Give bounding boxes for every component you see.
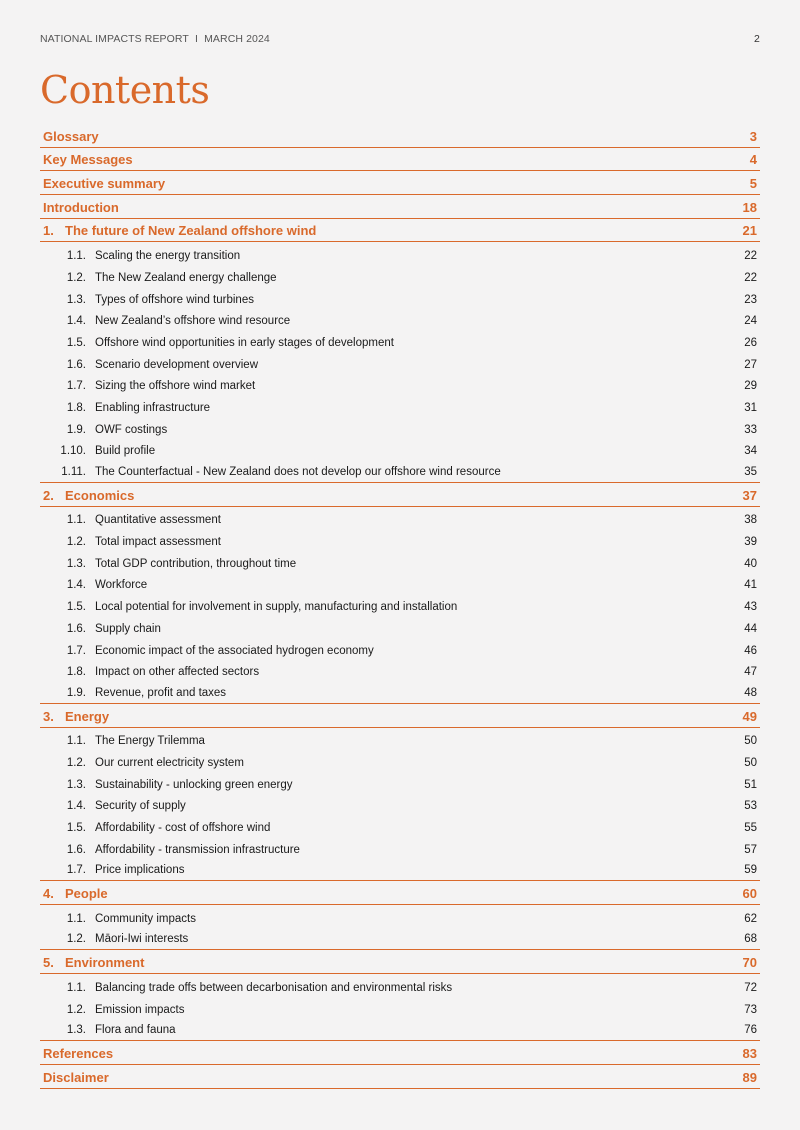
toc-subentry-page: 68 (744, 933, 757, 946)
toc-subentry-page: 50 (744, 756, 757, 769)
toc-subentry-label: Enabling infrastructure (95, 401, 211, 414)
toc-entry-label (43, 176, 165, 191)
toc-subentry-page: 33 (744, 423, 757, 436)
toc-subentry-label: Revenue, profit and taxes (95, 686, 227, 699)
toc-subentry-label: Offshore wind opportunities in early stages of development (95, 336, 394, 349)
toc-entry-number: 1. (43, 223, 54, 239)
toc-entry-page: 3 (749, 128, 757, 144)
toc-subentry-label: Price implications (95, 864, 185, 877)
toc-subentry-number: 1.3. (66, 1024, 86, 1037)
toc-entry-label (43, 488, 134, 503)
toc-entry[interactable] (40, 195, 760, 219)
toc-subentry-label: Types of offshore wind turbines (95, 293, 254, 306)
toc-entry-number: 5. (43, 955, 54, 971)
toc-entry-title: People (65, 886, 108, 902)
toc-subentry-page: 72 (744, 981, 757, 994)
toc-entry-title: Introduction (43, 199, 119, 215)
toc-subentry-number: 1.6. (66, 843, 86, 856)
toc-subentry[interactable] (40, 907, 760, 929)
toc-subentry-label: Our current electricity system (95, 756, 244, 769)
toc-subentry-page: 40 (744, 557, 757, 570)
toc-subentry-label: Community impacts (95, 912, 196, 925)
toc-subentry[interactable] (40, 751, 760, 773)
toc-entry-title: The future of New Zealand offshore wind (65, 223, 317, 239)
toc-subentry-label: The Counterfactual - New Zealand does not develop our offshore wind resource (95, 466, 501, 478)
toc-subentry-page: 73 (744, 1003, 757, 1016)
table-of-contents (40, 124, 760, 1089)
toc-subentry[interactable] (40, 682, 760, 704)
toc-subentry-number: 1.5. (66, 336, 86, 349)
toc-entry[interactable] (40, 219, 760, 243)
toc-subentry[interactable] (40, 773, 760, 795)
toc-subentry-number: 1.5. (66, 601, 86, 614)
toc-entry-number: 4. (43, 886, 54, 902)
toc-subentry-number: 1.2. (66, 1003, 86, 1016)
toc-subentry-label: Affordability - transmission infrastructure (95, 843, 300, 856)
toc-subentry[interactable] (40, 331, 760, 353)
toc-subentry[interactable] (40, 244, 760, 266)
toc-entry[interactable] (40, 148, 760, 172)
toc-subentry-label: Scenario development overview (95, 358, 259, 371)
toc-subentry-page: 34 (744, 445, 757, 458)
toc-entry-page: 83 (742, 1045, 757, 1061)
toc-subentry-number: 1.7. (66, 644, 86, 657)
toc-subentry-number: 1.7. (66, 864, 86, 877)
toc-entry-page: 70 (742, 955, 757, 971)
toc-subentry-label: Emission impacts (95, 1003, 185, 1016)
toc-subentry[interactable] (40, 661, 760, 683)
toc-subentry-label: The Energy Trilemma (95, 735, 205, 748)
toc-subentry-number: 1.1. (66, 981, 86, 994)
toc-subentry-label: New Zealand’s offshore wind resource (95, 315, 291, 328)
running-header (40, 33, 760, 47)
toc-subentry-label: Build profile (95, 445, 156, 458)
toc-subentry-number: 1.1. (66, 912, 86, 925)
toc-entry-page: 49 (742, 708, 757, 724)
toc-subentry-page: 26 (744, 336, 757, 349)
toc-subentry-label: Total GDP contribution, throughout time (95, 557, 297, 570)
toc-subentry-number: 1.3. (66, 557, 86, 570)
toc-subentry-label: Workforce (95, 579, 148, 592)
toc-subentry-number: 1.7. (66, 380, 86, 393)
toc-entry[interactable] (40, 483, 760, 507)
toc-entry[interactable] (40, 1065, 760, 1089)
toc-subentry[interactable] (40, 929, 760, 951)
report-date: MARCH 2024 (204, 33, 270, 45)
toc-entry-label (43, 1070, 109, 1085)
toc-subentry-label: Affordability - cost of offshore wind (95, 822, 271, 834)
toc-subentry[interactable] (40, 288, 760, 310)
toc-subentry[interactable] (40, 838, 760, 860)
toc-entry[interactable] (40, 124, 760, 148)
toc-subentry[interactable] (40, 795, 760, 817)
toc-subentry-page: 46 (744, 644, 757, 657)
toc-subentry-page: 35 (744, 466, 757, 478)
toc-subentry-number: 1.4. (66, 579, 86, 592)
toc-subentry[interactable] (40, 353, 760, 375)
toc-entry-page: 89 (742, 1069, 757, 1085)
toc-subentry-number: 1.9. (66, 686, 86, 699)
toc-subentry-page: 43 (744, 601, 757, 614)
toc-subentry-number: 1.5. (66, 822, 86, 834)
toc-subentry-number: 1.2. (66, 756, 86, 769)
toc-entry-label (43, 223, 316, 238)
toc-subentry[interactable] (40, 552, 760, 574)
toc-subentry-page: 31 (744, 401, 757, 414)
toc-entry-label (43, 709, 109, 724)
toc-entry-title: References (43, 1045, 114, 1061)
toc-subentry[interactable] (40, 617, 760, 639)
toc-subentry-page: 50 (744, 735, 757, 748)
toc-entry-number: 2. (43, 487, 54, 503)
toc-subentry-number: 1.3. (66, 293, 86, 306)
toc-subentry[interactable] (40, 509, 760, 531)
page-title: Contents (40, 68, 210, 112)
toc-entry-page: 21 (742, 223, 757, 239)
toc-subentry-page: 51 (744, 778, 757, 791)
toc-subentry[interactable] (40, 998, 760, 1020)
toc-entry-label (43, 886, 108, 901)
report-name: NATIONAL IMPACTS REPORT (40, 33, 189, 45)
toc-entry-label (43, 955, 144, 970)
toc-subentry[interactable] (40, 976, 760, 998)
toc-entry-page: 5 (749, 176, 757, 192)
toc-subentry-label: Sustainability - unlocking green energy (95, 778, 293, 791)
toc-subentry-page: 76 (744, 1024, 757, 1037)
toc-entry[interactable] (40, 1041, 760, 1065)
toc-subentry-label: Economic impact of the associated hydrogen economy (95, 644, 374, 657)
toc-subentry-number: 1.10. (60, 445, 86, 458)
toc-entry-title: Executive summary (43, 176, 166, 192)
toc-entry-label (43, 129, 99, 144)
toc-subentry-label: Scaling the energy transition (95, 250, 241, 263)
toc-subentry-number: 1.3. (66, 778, 86, 791)
toc-subentry-label: OWF costings (95, 423, 168, 436)
toc-subentry-number: 1.9. (66, 423, 86, 436)
toc-subentry[interactable] (40, 730, 760, 752)
toc-subentry-number: 1.11. (61, 466, 86, 478)
toc-subentry-label: Impact on other affected sectors (95, 666, 260, 679)
toc-entry-title: Glossary (43, 128, 99, 144)
toc-subentry[interactable] (40, 266, 760, 288)
toc-subentry-page: 38 (744, 514, 757, 527)
toc-subentry[interactable] (40, 375, 760, 397)
toc-subentry-page: 55 (744, 822, 757, 834)
toc-subentry[interactable] (40, 530, 760, 552)
toc-subentry[interactable] (40, 310, 760, 332)
toc-subentry-label: Security of supply (95, 800, 186, 813)
toc-entry-title: Key Messages (43, 152, 133, 168)
toc-subentry-page: 44 (744, 622, 757, 635)
toc-subentry[interactable] (40, 639, 760, 661)
toc-subentry-page: 29 (744, 380, 757, 393)
toc-subentry-number: 1.6. (66, 358, 86, 371)
toc-subentry-page: 41 (744, 579, 757, 592)
toc-entry[interactable] (40, 881, 760, 905)
toc-subentry-label: Sizing the offshore wind market (95, 380, 256, 393)
toc-subentry-number: 1.2. (66, 536, 86, 549)
toc-subentry[interactable] (40, 461, 760, 483)
toc-subentry[interactable] (40, 860, 760, 882)
toc-entry-page: 4 (749, 152, 757, 168)
toc-entry-title: Energy (65, 708, 110, 724)
toc-subentry-page: 53 (744, 800, 757, 813)
toc-subentry-page: 22 (744, 250, 757, 263)
toc-entry[interactable] (40, 171, 760, 195)
toc-subentry-label: Supply chain (95, 622, 161, 635)
page-number: 2 (754, 33, 760, 45)
toc-subentry-number: 1.4. (66, 800, 86, 813)
toc-subentry-page: 62 (744, 912, 757, 925)
toc-subentry-page: 48 (744, 686, 757, 699)
toc-subentry-number: 1.6. (66, 622, 86, 635)
toc-subentry-number: 1.2. (66, 271, 86, 284)
toc-entry-page: 18 (742, 199, 757, 215)
toc-subentry-page: 47 (744, 666, 757, 679)
header-separator: I (194, 33, 199, 45)
toc-subentry-label: Local potential for involvement in supply, manufacturing and installation (95, 601, 458, 614)
toc-subentry-page: 27 (744, 358, 757, 371)
toc-subentry-page: 39 (744, 536, 757, 549)
toc-entry-title: Environment (65, 955, 145, 971)
toc-subentry-page: 23 (744, 293, 757, 306)
toc-subentry-label: Balancing trade offs between decarbonisation and environmental risks (95, 981, 453, 994)
toc-subentry[interactable] (40, 595, 760, 617)
toc-subentry-label: Quantitative assessment (95, 514, 221, 527)
toc-entry-label (43, 152, 133, 167)
toc-subentry[interactable] (40, 396, 760, 418)
toc-subentry-label: Flora and fauna (95, 1024, 176, 1037)
toc-subentry[interactable] (40, 816, 760, 838)
toc-subentry-page: 59 (744, 864, 757, 877)
toc-subentry-label: Māori-Iwi interests (95, 933, 189, 946)
toc-entry-title: Disclaimer (43, 1069, 109, 1085)
toc-entry-page: 60 (742, 886, 757, 902)
toc-subentry-label: Total impact assessment (95, 536, 221, 549)
toc-subentry-page: 24 (744, 315, 757, 328)
toc-subentry-number: 1.8. (66, 401, 86, 414)
toc-subentry-number: 1.8. (66, 666, 86, 679)
toc-subentry[interactable] (40, 418, 760, 440)
toc-entry-label (43, 200, 119, 215)
toc-subentry-label: The New Zealand energy challenge (95, 271, 277, 284)
toc-subentry-number: 1.4. (66, 315, 86, 328)
toc-subentry-number: 1.1. (66, 514, 86, 527)
toc-subentry-number: 1.2. (66, 933, 86, 946)
toc-subentry[interactable] (40, 1020, 760, 1042)
toc-entry-label (43, 1046, 113, 1061)
toc-subentry-number: 1.1. (66, 250, 86, 263)
toc-entry[interactable] (40, 704, 760, 728)
toc-entry-page: 37 (742, 487, 757, 503)
toc-entry-title: Economics (65, 487, 135, 503)
toc-subentry-page: 22 (744, 271, 757, 284)
toc-subentry[interactable] (40, 440, 760, 462)
toc-entry-number: 3. (43, 708, 54, 724)
toc-subentry-page: 57 (744, 843, 757, 856)
toc-subentry-number: 1.1. (66, 735, 86, 748)
toc-subentry[interactable] (40, 574, 760, 596)
toc-entry[interactable] (40, 950, 760, 974)
